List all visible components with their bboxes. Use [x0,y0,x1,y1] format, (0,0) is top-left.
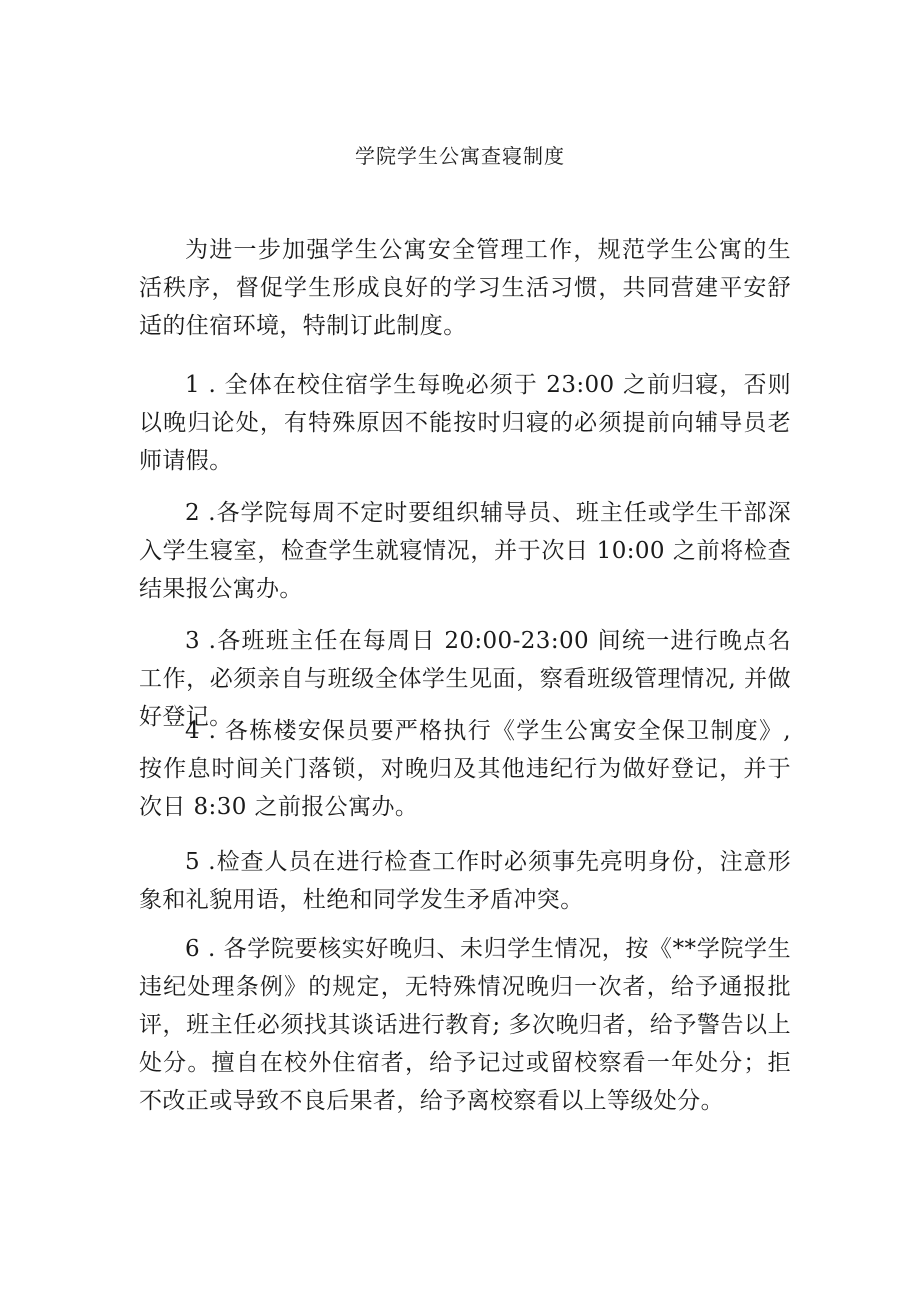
rule-item-5: 5 .检查人员在进行检查工作时必须事先亮明身份，注意形象和礼貌用语，杜绝和同学发生矛盾冲突。 [139,849,791,913]
rule-item-4: 4 . 各栋楼安保员要严格执行《学生公寓安全保卫制度》, 按作息时间关门落锁，对晚归及其他违纪行为做好登记，并于次日 8:30 之前报公寓办。 [139,718,791,820]
rule-item-6: 6 . 各学院要核实好晚归、未归学生情况，按《**学院学生违纪处理条例》的规定，无特殊情况晚归一次者，给予通报批评，班主任必须找其谈话进行教育; 多次晚归者，给予警告以上处分。擅自在校外住宿者，给予记过或留校察看一年处分；拒不改正或导致不良后果者，给予离校察看以上等级处分。 [139,936,791,1114]
document-title: 学院学生公寓查寝制度 [355,144,565,168]
intro-paragraph: 为进一步加强学生公寓安全管理工作，规范学生公寓的生活秩序，督促学生形成良好的学习生活习惯，共同营建平安舒适的住宿环境，特制订此制度。 [139,237,791,339]
rule-item-2: 2 .各学院每周不定时要组织辅导员、班主任或学生干部深入学生寝室，检查学生就寝情况，并于次日 10:00 之前将检查结果报公寓办。 [139,500,791,602]
rule-item-1: 1 . 全体在校住宿学生每晚必须于 23:00 之前归寝，否则以晚归论处，有特殊原因不能按时归寝的必须提前向辅导员老师请假。 [139,372,791,474]
rule-item-3: 3 .各班班主任在每周日 20:00-23:00 间统一进行晚点名工作，必须亲自与班级全体学生见面，察看班级管理情况, 并做好登记。 [139,628,791,730]
